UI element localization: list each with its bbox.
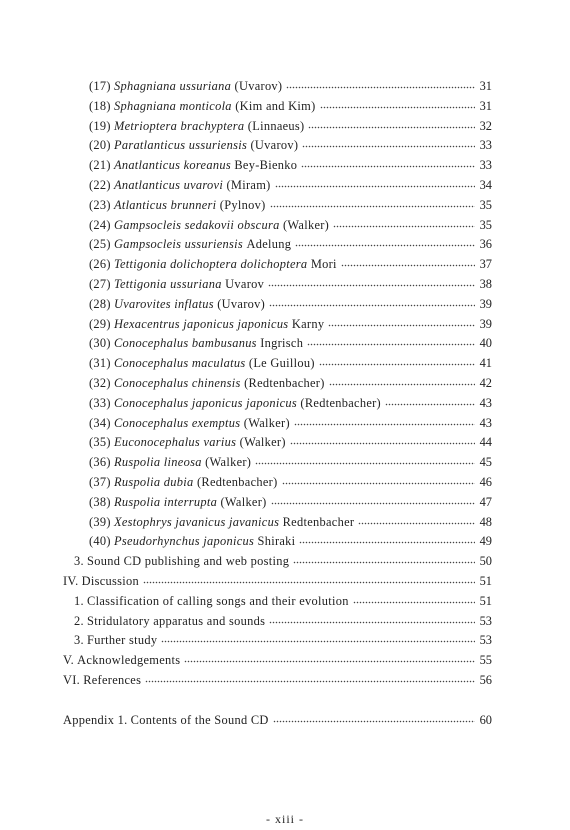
toc-entry-title [114, 157, 297, 173]
toc-entry-number: 3. [74, 633, 84, 648]
toc-entry-title [114, 375, 325, 391]
toc-entry-title [114, 118, 305, 134]
toc-entry-title [114, 276, 264, 292]
toc-entry-title [114, 296, 265, 312]
toc-entry-title [114, 395, 381, 411]
toc-entry[interactable] [89, 335, 492, 351]
toc-entry[interactable] [89, 276, 492, 292]
dot-leader [275, 176, 475, 188]
species-author: Ingrisch [260, 336, 304, 351]
species-author: (Redtenbacher) [196, 475, 278, 489]
toc-entry-number: (26) [89, 257, 111, 272]
species-name: Conocephalus bambusanus [113, 336, 257, 351]
toc-entry-title: Classification of calling songs and their evolution [87, 593, 349, 608]
toc-entry[interactable] [74, 632, 492, 648]
toc-entry-title: References [83, 673, 142, 687]
toc-entry-number: (39) [89, 514, 111, 529]
toc-entry[interactable] [89, 355, 492, 371]
toc-entry[interactable] [89, 316, 492, 332]
toc-entry-title [114, 355, 315, 371]
species-author: (Uvarov) [217, 296, 266, 311]
dot-leader [341, 255, 475, 267]
species-author: Redtenbacher [282, 514, 355, 529]
species-name: Metrioptera brachyptera [113, 118, 245, 133]
toc-entry-number: V. [63, 653, 75, 668]
toc-entry-number: 2. [74, 613, 84, 628]
dot-leader [269, 295, 475, 307]
species-name: Anatlanticus koreanus [113, 158, 231, 173]
species-name: Tettigonia ussuriana [113, 277, 222, 291]
species-name: Paratlanticus ussuriensis [113, 138, 248, 153]
toc-entry-page: 37 [479, 257, 492, 272]
toc-entry[interactable] [63, 712, 492, 728]
toc-entry[interactable] [89, 236, 492, 252]
species-author: (Uvarov) [234, 79, 283, 93]
species-name: Anatlanticus uvarovi [113, 178, 224, 192]
toc-entry-title [114, 454, 251, 470]
toc-entry[interactable] [74, 553, 492, 569]
toc-entry-page: 55 [479, 653, 492, 668]
species-name: Sphagniana ussuriana [113, 79, 232, 93]
toc-entry-page: 56 [479, 673, 492, 687]
toc-entry-number: (21) [89, 158, 111, 173]
toc-entry-number: (20) [89, 138, 111, 153]
dot-leader [293, 552, 475, 564]
toc-entry-number: (23) [89, 197, 111, 212]
toc-entry[interactable] [63, 672, 492, 688]
toc-entry-page: 32 [479, 118, 492, 133]
dot-leader [290, 433, 475, 445]
toc-entry-page: 53 [479, 633, 492, 648]
toc-entry-title [114, 197, 266, 213]
dot-leader [299, 532, 475, 544]
toc-entry-page: 43 [479, 415, 492, 430]
species-author: (Kim and Kim) [235, 98, 316, 113]
species-author: (Walker) [243, 415, 290, 430]
toc-entry-page: 44 [479, 435, 492, 450]
toc-entry-number: Appendix 1. [63, 712, 128, 727]
toc-entry-page: 39 [479, 296, 492, 311]
dot-leader [294, 414, 475, 426]
toc-entry-title [114, 78, 282, 94]
species-name: Hexacentrus japonicus japonicus [113, 316, 289, 331]
dot-leader [273, 711, 475, 723]
toc-entry-title: Acknowledgements [77, 653, 181, 668]
toc-entry-page: 34 [479, 178, 492, 192]
species-name: Conocephalus chinensis [113, 376, 241, 390]
toc-entry[interactable] [89, 137, 492, 153]
toc-entry-page: 48 [479, 514, 492, 529]
dot-leader [268, 275, 475, 287]
toc-entry[interactable] [89, 197, 492, 213]
toc-entry-number: (27) [89, 277, 111, 291]
dot-leader [385, 394, 475, 406]
toc-entry-page: 36 [479, 237, 492, 252]
toc-entry[interactable] [89, 157, 492, 173]
dot-leader [358, 513, 475, 525]
toc-entry-number: (34) [89, 415, 111, 430]
toc-entry-page: 51 [479, 574, 492, 588]
dot-leader [269, 612, 475, 624]
toc-entry-number: (17) [89, 79, 111, 93]
species-name: Ruspolia dubia [113, 475, 194, 489]
toc-entry-page: 51 [479, 593, 492, 608]
toc-entry-page: 42 [479, 376, 492, 390]
toc-entry-number: (19) [89, 118, 111, 133]
dot-leader [328, 315, 475, 327]
species-author: (Walker) [282, 217, 330, 232]
toc-entry-title [114, 236, 291, 252]
toc-entry[interactable] [89, 296, 492, 312]
species-name: Uvarovites inflatus [113, 296, 214, 311]
toc-entry-number: (30) [89, 336, 111, 351]
toc-entry-title: Contents of the Sound CD [130, 712, 269, 727]
toc-entry-title [114, 514, 354, 530]
toc-entry-number: (35) [89, 435, 111, 450]
toc-entry-number: 1. [74, 593, 84, 608]
toc-entry[interactable] [89, 78, 492, 94]
species-name: Gampsocleis ussuriensis [113, 237, 244, 252]
page-number-footer: - xiii - [266, 812, 304, 826]
dot-leader [282, 473, 475, 485]
species-name: Sphagniana monticola [113, 98, 232, 113]
dot-leader [255, 453, 475, 465]
toc-entry-page: 60 [479, 712, 492, 727]
species-author: Bey-Bienko [234, 158, 298, 173]
toc-entry-title [114, 98, 316, 114]
species-author: Shiraki [257, 534, 296, 549]
toc-entry[interactable] [89, 474, 492, 490]
toc-entry[interactable] [89, 415, 492, 431]
toc-entry[interactable] [89, 454, 492, 470]
toc-entry-title [114, 316, 324, 332]
toc-entry-title [114, 434, 286, 450]
dot-leader [145, 671, 475, 683]
toc-entry-number: (29) [89, 316, 111, 331]
dot-leader [308, 117, 475, 129]
toc-entry-number: (37) [89, 475, 111, 489]
toc-entry-title [114, 533, 295, 549]
toc-entry-page: 50 [479, 554, 492, 569]
toc-entry-title: Stridulatory apparatus and sounds [87, 613, 266, 628]
toc-entry[interactable] [74, 593, 492, 609]
toc-entry[interactable] [89, 434, 492, 450]
toc-entry[interactable] [63, 573, 492, 589]
toc-entry-number: (31) [89, 356, 111, 371]
dot-leader [271, 493, 475, 505]
toc-entry-number: IV. [63, 574, 79, 588]
dot-leader [143, 572, 475, 584]
species-name: Atlanticus brunneri [113, 197, 217, 212]
toc-entry-title [114, 474, 278, 490]
toc-entry[interactable] [89, 177, 492, 193]
toc-entry-title: Sound CD publishing and web posting [87, 554, 290, 569]
dot-leader [333, 216, 475, 228]
toc-entry-title [114, 177, 271, 193]
toc-entry-page: 38 [479, 277, 492, 291]
species-author: (Walker) [205, 455, 252, 470]
toc-entry-page: 46 [479, 475, 492, 489]
toc-entry-number: 3. [74, 554, 84, 569]
toc-entry-title [114, 256, 337, 272]
species-name: Conocephalus exemptus [113, 415, 241, 430]
dot-leader [319, 354, 475, 366]
toc-entry-page: 35 [479, 197, 492, 212]
species-author: Karny [291, 316, 325, 331]
toc-entry-page: 45 [479, 455, 492, 470]
species-author: (Walker) [220, 494, 267, 509]
toc-entry-page: 49 [479, 534, 492, 549]
species-author: (Le Guillou) [248, 356, 315, 371]
toc-entry[interactable] [89, 98, 492, 114]
species-author: (Miram) [226, 178, 271, 192]
toc-entry[interactable] [89, 514, 492, 530]
species-name: Conocephalus japonicus japonicus [113, 395, 298, 410]
toc-entry-number: (25) [89, 237, 111, 252]
toc-entry-number: (33) [89, 395, 111, 410]
dot-leader [270, 196, 475, 208]
toc-entry-number: (38) [89, 494, 111, 509]
species-name: Conocephalus maculatus [113, 356, 246, 371]
toc-entry-page: 53 [479, 613, 492, 628]
toc-entry-number: (40) [89, 534, 111, 549]
dot-leader [320, 97, 475, 109]
toc-entry[interactable] [89, 118, 492, 134]
toc-entry[interactable] [89, 494, 492, 510]
species-author: (Redtenbacher) [300, 395, 381, 410]
toc-entry-page: 39 [479, 316, 492, 331]
toc-entry-page: 47 [479, 494, 492, 509]
species-name: Ruspolia lineosa [113, 455, 202, 470]
species-name: Ruspolia interrupta [113, 494, 218, 509]
toc-entry-title [114, 415, 290, 431]
toc-entry-number: (24) [89, 217, 111, 232]
dot-leader [161, 631, 475, 643]
toc-entry-page: 31 [479, 98, 492, 113]
toc-entry-number: (18) [89, 98, 111, 113]
toc-entry-page: 43 [479, 395, 492, 410]
species-author: (Pylnov) [219, 197, 266, 212]
species-author: (Walker) [239, 435, 286, 450]
toc-entry-page: 41 [479, 356, 492, 371]
toc-entry-page: 33 [479, 158, 492, 173]
species-author: Uvarov [225, 277, 265, 291]
toc-entry-title: Discussion [81, 574, 139, 588]
species-author: Adelung [246, 237, 292, 252]
dot-leader [302, 136, 475, 148]
toc-entry-number: (36) [89, 455, 111, 470]
dot-leader [353, 592, 475, 604]
toc-entry[interactable] [63, 652, 492, 668]
species-author: (Redtenbacher) [244, 376, 325, 390]
species-name: Pseudorhynchus japonicus [113, 534, 255, 549]
toc-entry-number: (22) [89, 178, 111, 192]
toc-entry[interactable] [89, 217, 492, 233]
species-author: Mori [310, 257, 337, 272]
toc-entry-title [114, 335, 303, 351]
dot-leader [301, 156, 475, 168]
species-name: Gampsocleis sedakovii obscura [113, 217, 280, 232]
species-author: (Uvarov) [250, 138, 299, 153]
species-name: Tettigonia dolichoptera dolichoptera [113, 257, 308, 272]
toc-entry-page: 31 [479, 79, 492, 93]
toc-entry[interactable] [89, 533, 492, 549]
toc-entry-title [114, 137, 298, 153]
dot-leader [184, 651, 475, 663]
toc-entry-page: 35 [479, 217, 492, 232]
species-name: Euconocephalus varius [113, 435, 237, 450]
species-name: Xestophrys javanicus javanicus [113, 514, 280, 529]
dot-leader [286, 77, 475, 89]
toc-entry[interactable] [89, 375, 492, 391]
dot-leader [295, 235, 475, 247]
toc-entry-page: 33 [479, 138, 492, 153]
dot-leader [307, 334, 475, 346]
species-author: (Linnaeus) [247, 118, 305, 133]
toc-entry-title [114, 217, 329, 233]
toc-entry-page: 40 [479, 336, 492, 351]
dot-leader [329, 374, 475, 386]
toc-entry-number: (32) [89, 376, 111, 390]
toc-entry-number: (28) [89, 296, 111, 311]
toc-entry-number: VI. [63, 673, 81, 687]
toc-entry[interactable] [89, 395, 492, 411]
toc-entry-title [114, 494, 267, 510]
toc-entry-title: Further study [87, 633, 158, 648]
toc-entry[interactable] [89, 256, 492, 272]
toc-entry[interactable] [74, 613, 492, 629]
